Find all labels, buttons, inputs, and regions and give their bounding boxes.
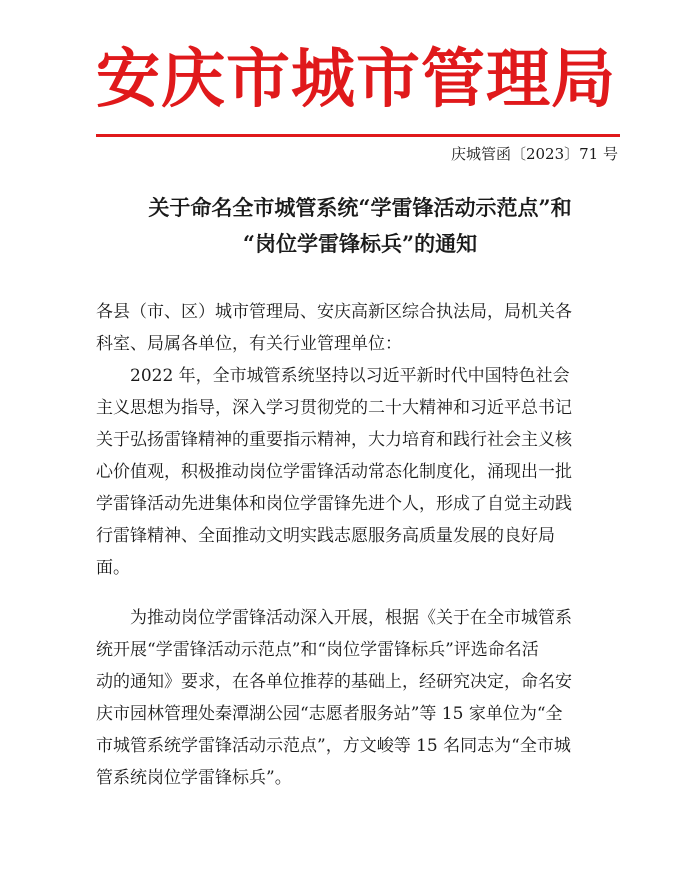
paragraph-1-line: 行雷锋精神、全面推动文明实践志愿服务高质量发展的良好局 (96, 526, 555, 546)
paragraph-2-line: 为推动岗位学雷锋活动深入开展，根据《关于在全市城管系 (96, 608, 572, 628)
paragraph-2-line: 统开展“学雷锋活动示范点”和“岗位学雷锋标兵”评选命名活 (96, 640, 539, 660)
paragraph-1-line: 关于弘扬雷锋精神的重要指示精神，大力培育和践行社会主义核 (96, 430, 572, 450)
paragraph-1-line: 主义思想为指导，深入学习贯彻党的二十大精神和习近平总书记 (96, 398, 572, 418)
paragraph-1-line: 2022 年，全市城管系统坚持以习近平新时代中国特色社会 (96, 366, 570, 386)
paragraph-2-line: 市城管系统学雷锋活动示范点”，方文峻等 15 名同志为“全市城 (96, 736, 571, 756)
title-line-2: “岗位学雷锋标兵”的通知 (242, 231, 478, 256)
title-line-1: 关于命名全市城管系统“学雷锋活动示范点”和 (148, 195, 572, 220)
paragraph-1-line: 心价值观，积极推动岗位学雷锋活动常态化制度化，涌现出一批 (96, 462, 572, 482)
paragraph-1-line: 面。 (96, 558, 130, 578)
paragraph-2-line: 动的通知》要求，在各单位推荐的基础上，经研究决定，命名安 (96, 672, 572, 692)
document-title (90, 190, 630, 262)
addressee-line: 各县（市、区）城市管理局、安庆高新区综合执法局，局机关各 (96, 302, 572, 322)
issuing-authority-title: 安庆市城市管理局 (96, 42, 616, 117)
document-number: 庆城管函〔2023〕71 号 (450, 145, 618, 163)
paragraph-1-line: 学雷锋活动先进集体和岗位学雷锋先进个人，形成了自觉主动践 (96, 494, 572, 514)
paragraph-2-line: 庆市园林管理处秦潭湖公园“志愿者服务站”等 15 家单位为“全 (96, 704, 563, 724)
red-header-rule (96, 134, 620, 137)
document-body (96, 296, 624, 794)
paragraph-2-line: 管系统岗位学雷锋标兵”。 (96, 768, 292, 788)
paragraph-spacer (96, 584, 624, 602)
addressee-line: 科室、局属各单位，有关行业管理单位： (96, 334, 402, 354)
